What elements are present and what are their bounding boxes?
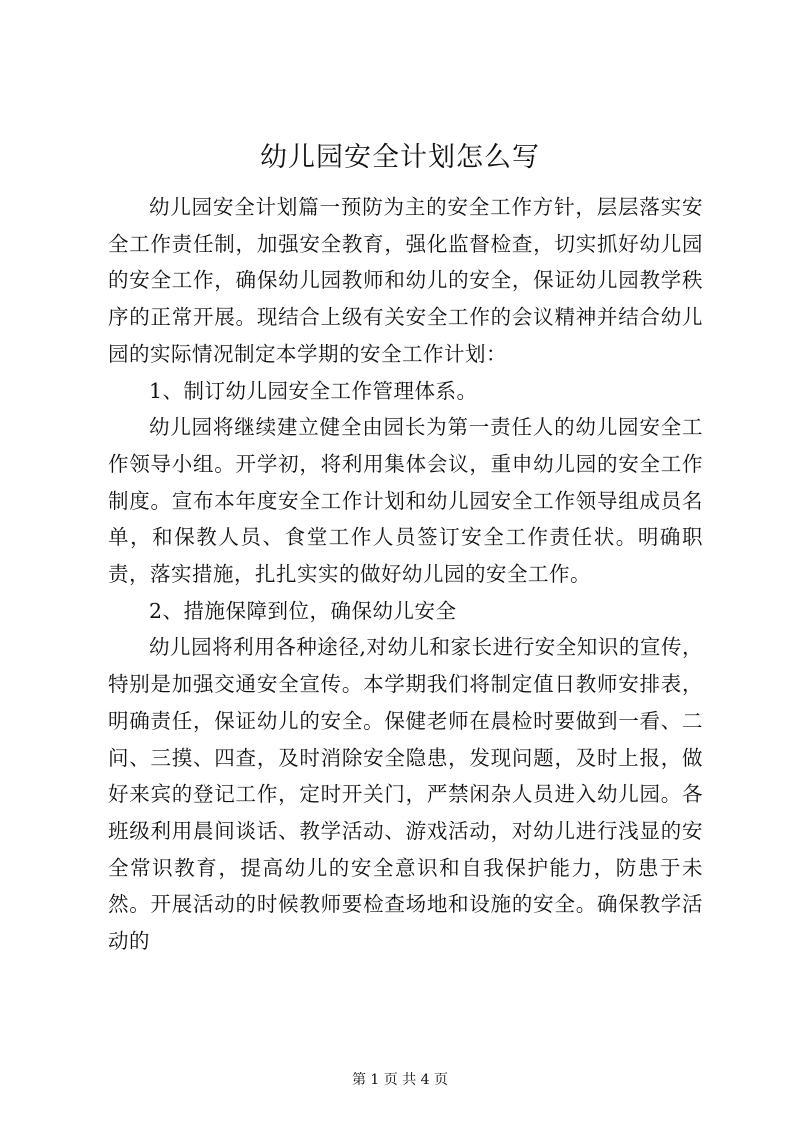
document-body — [108, 189, 703, 960]
section-heading-2: 2、措施保障到位，确保幼儿安全 — [149, 598, 457, 623]
page-footer: 第 1 页 共 4 页 — [351, 1072, 449, 1088]
paragraph-intro: 幼儿园安全计划篇一预防为主的安全工作方针，层层落实安全工作责任制，加强安全教育，强化监督检查，切实抓好幼儿园的安全工作，确保幼儿园教师和幼儿的安全，保证幼儿园教学秩序的正常开展。现结合上级有关安全工作的会议精神并结合幼儿园的实际情况制定本学期的安全工作计划： — [108, 195, 703, 366]
document-title: 幼儿园安全计划怎么写 — [260, 142, 540, 173]
section-heading-1: 1、制订幼儿园安全工作管理体系。 — [149, 378, 478, 403]
paragraph-section-2: 幼儿园将利用各种途径,对幼儿和家长进行安全知识的宣传，特别是加强交通安全宣传。本学期我们将制定值日教师安排表，明确责任，保证幼儿的安全。保健老师在晨检时要做到一看、二问、三摸、四查，及时消除安全隐患，发现问题，及时上报，做好来宾的登记工作，定时开关门，严禁闲杂人员进入幼儿园。各班级利用晨间谈话、教学活动、游戏活动，对幼儿进行浅显的安全常识教育，提高幼儿的安全意识和自我保护能力，防患于未然。开展活动的时候教师要检查场地和设施的安全。确保教学活动的 — [108, 635, 703, 954]
paragraph-section-1: 幼儿园将继续建立健全由园长为第一责任人的幼儿园安全工作领导小组。开学初，将利用集体会议，重申幼儿园的安全工作制度。宣布本年度安全工作计划和幼儿园安全工作领导组成员名单，和保教人员、食堂工作人员签订安全工作责任状。明确职责，落实措施，扎扎实实的做好幼儿园的安全工作。 — [108, 415, 703, 587]
